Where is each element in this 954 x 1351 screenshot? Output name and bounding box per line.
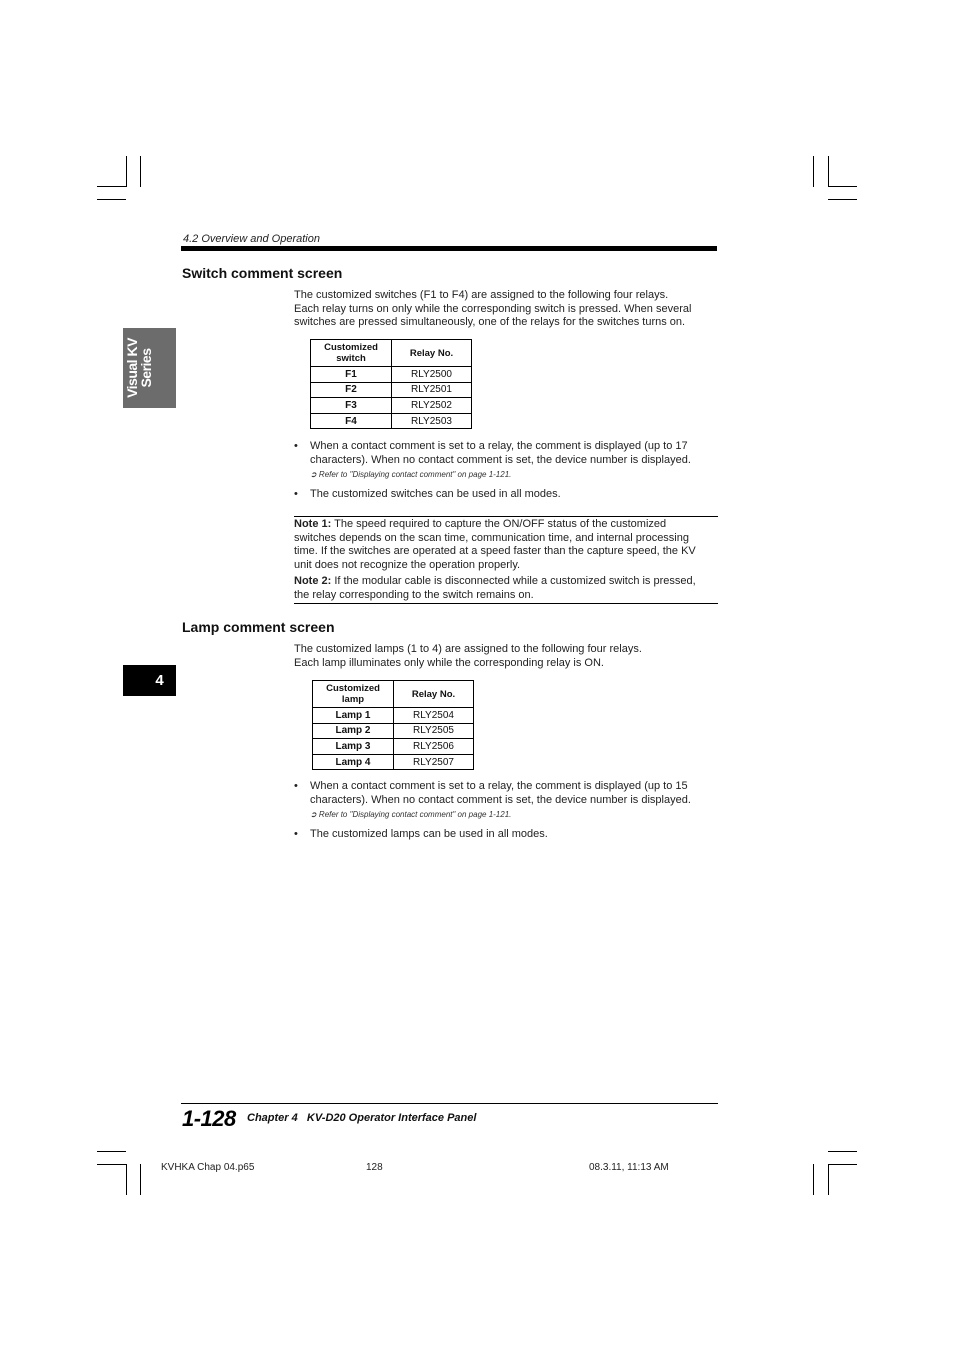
table-header-row [313,681,474,708]
table-cell-label: Lamp 4 [313,754,394,770]
footer-rule [181,1103,718,1104]
note-rule-top [294,516,718,517]
crop-mark [97,1151,126,1152]
note-2: Note 2: If the modular cable is disconnected while a customized switch is pressed, the relay corresponding to the switch remains on. [294,575,696,601]
slug-page: 128 [366,1162,383,1173]
crop-mark [828,186,857,187]
table-cell-relay: RLY2503 [392,413,472,429]
bullet-dot: • [294,780,298,792]
table-row [311,398,472,414]
crop-mark [126,156,127,187]
lamp-bullet-2: • The customized lamps can be used in all modes. [294,828,548,840]
lamp-bullet-1: • When a contact comment is set to a relay, the comment is displayed (up to 15 characters). When no contact comment is set, the device number is displayed. [294,780,691,806]
header-rule [181,246,717,251]
table-cell-relay: RLY2506 [394,739,474,755]
table-header-customized: Customized switch [311,340,392,367]
table-cell-relay: RLY2501 [392,382,472,398]
crop-mark [828,1151,857,1152]
crop-mark [97,1164,126,1165]
switch-relay-table [310,339,472,429]
switch-intro: The customized switches (F1 to F4) are assigned to the following four relays. Each relay turns on only while the corresponding switch is pressed. When several switches are pressed simultaneously, one of the relays for the switches turns on. [294,289,692,328]
switch-bullet-2: • The customized switches can be used in all modes. [294,488,561,500]
crop-mark [97,199,126,200]
crop-mark [828,199,857,200]
crop-mark [828,1164,857,1165]
table-row [311,367,472,383]
section-title-switch: Switch comment screen [182,265,343,281]
table-header-row [311,340,472,367]
page-number: 1-128 [182,1106,236,1131]
crop-mark [126,1164,127,1195]
table-cell-label: F1 [311,367,392,383]
table-header-relay: Relay No. [392,340,472,367]
note-rule-bottom [294,603,718,604]
table-row [313,754,474,770]
note-1: Note 1: The speed required to capture the ON/OFF status of the customized switches depends on the scan time, communication time, and internal processing time. If the switches are operated at a speed faster than the capture speed, the KV unit does not recognize the operation properly. [294,518,696,571]
table-row [313,723,474,739]
switch-reference: ➲ Refer to "Displaying contact comment" on page 1-121. [310,470,512,479]
table-cell-label: F2 [311,382,392,398]
table-row [313,739,474,755]
table-cell-label: F4 [311,413,392,429]
table-row [311,382,472,398]
side-tab [123,328,176,408]
crop-mark [813,1164,814,1195]
table-cell-relay: RLY2505 [394,723,474,739]
table-row [311,413,472,429]
table-cell-label: Lamp 2 [313,723,394,739]
crop-mark [97,186,126,187]
bullet-dot: • [294,440,298,452]
table-cell-label: F3 [311,398,392,414]
table-header-customized: Customized lamp [313,681,394,708]
chapter-title: Chapter 4 KV-D20 Operator Interface Panel [247,1112,477,1124]
table-cell-label: Lamp 3 [313,739,394,755]
lamp-relay-table [312,680,474,770]
slug-timestamp: 08.3.11, 11:13 AM [589,1162,669,1173]
table-cell-label: Lamp 1 [313,708,394,724]
crop-mark [813,156,814,187]
bullet-dot: • [294,828,298,840]
crop-mark [828,156,829,187]
section-title-lamp: Lamp comment screen [182,619,335,635]
table-cell-relay: RLY2502 [392,398,472,414]
crop-mark [828,1164,829,1195]
switch-bullet-1: • When a contact comment is set to a relay, the comment is displayed (up to 17 characters). When no contact comment is set, the device number is displayed. [294,440,691,466]
chapter-tab: 4 [123,665,176,696]
crop-mark [140,1164,141,1195]
lamp-intro: The customized lamps (1 to 4) are assigned to the following four relays. Each lamp illuminates only while the corresponding relay is ON. [294,643,642,669]
table-row [313,708,474,724]
table-cell-relay: RLY2504 [394,708,474,724]
table-cell-relay: RLY2507 [394,754,474,770]
bullet-dot: • [294,488,298,500]
table-cell-relay: RLY2500 [392,367,472,383]
running-head: 4.2 Overview and Operation [183,233,320,245]
crop-mark [140,156,141,187]
slug-file: KVHKA Chap 04.p65 [161,1162,255,1173]
side-tab-label: Visual KV Series [124,338,154,398]
lamp-reference: ➲ Refer to "Displaying contact comment" on page 1-121. [310,810,512,819]
table-header-relay: Relay No. [394,681,474,708]
